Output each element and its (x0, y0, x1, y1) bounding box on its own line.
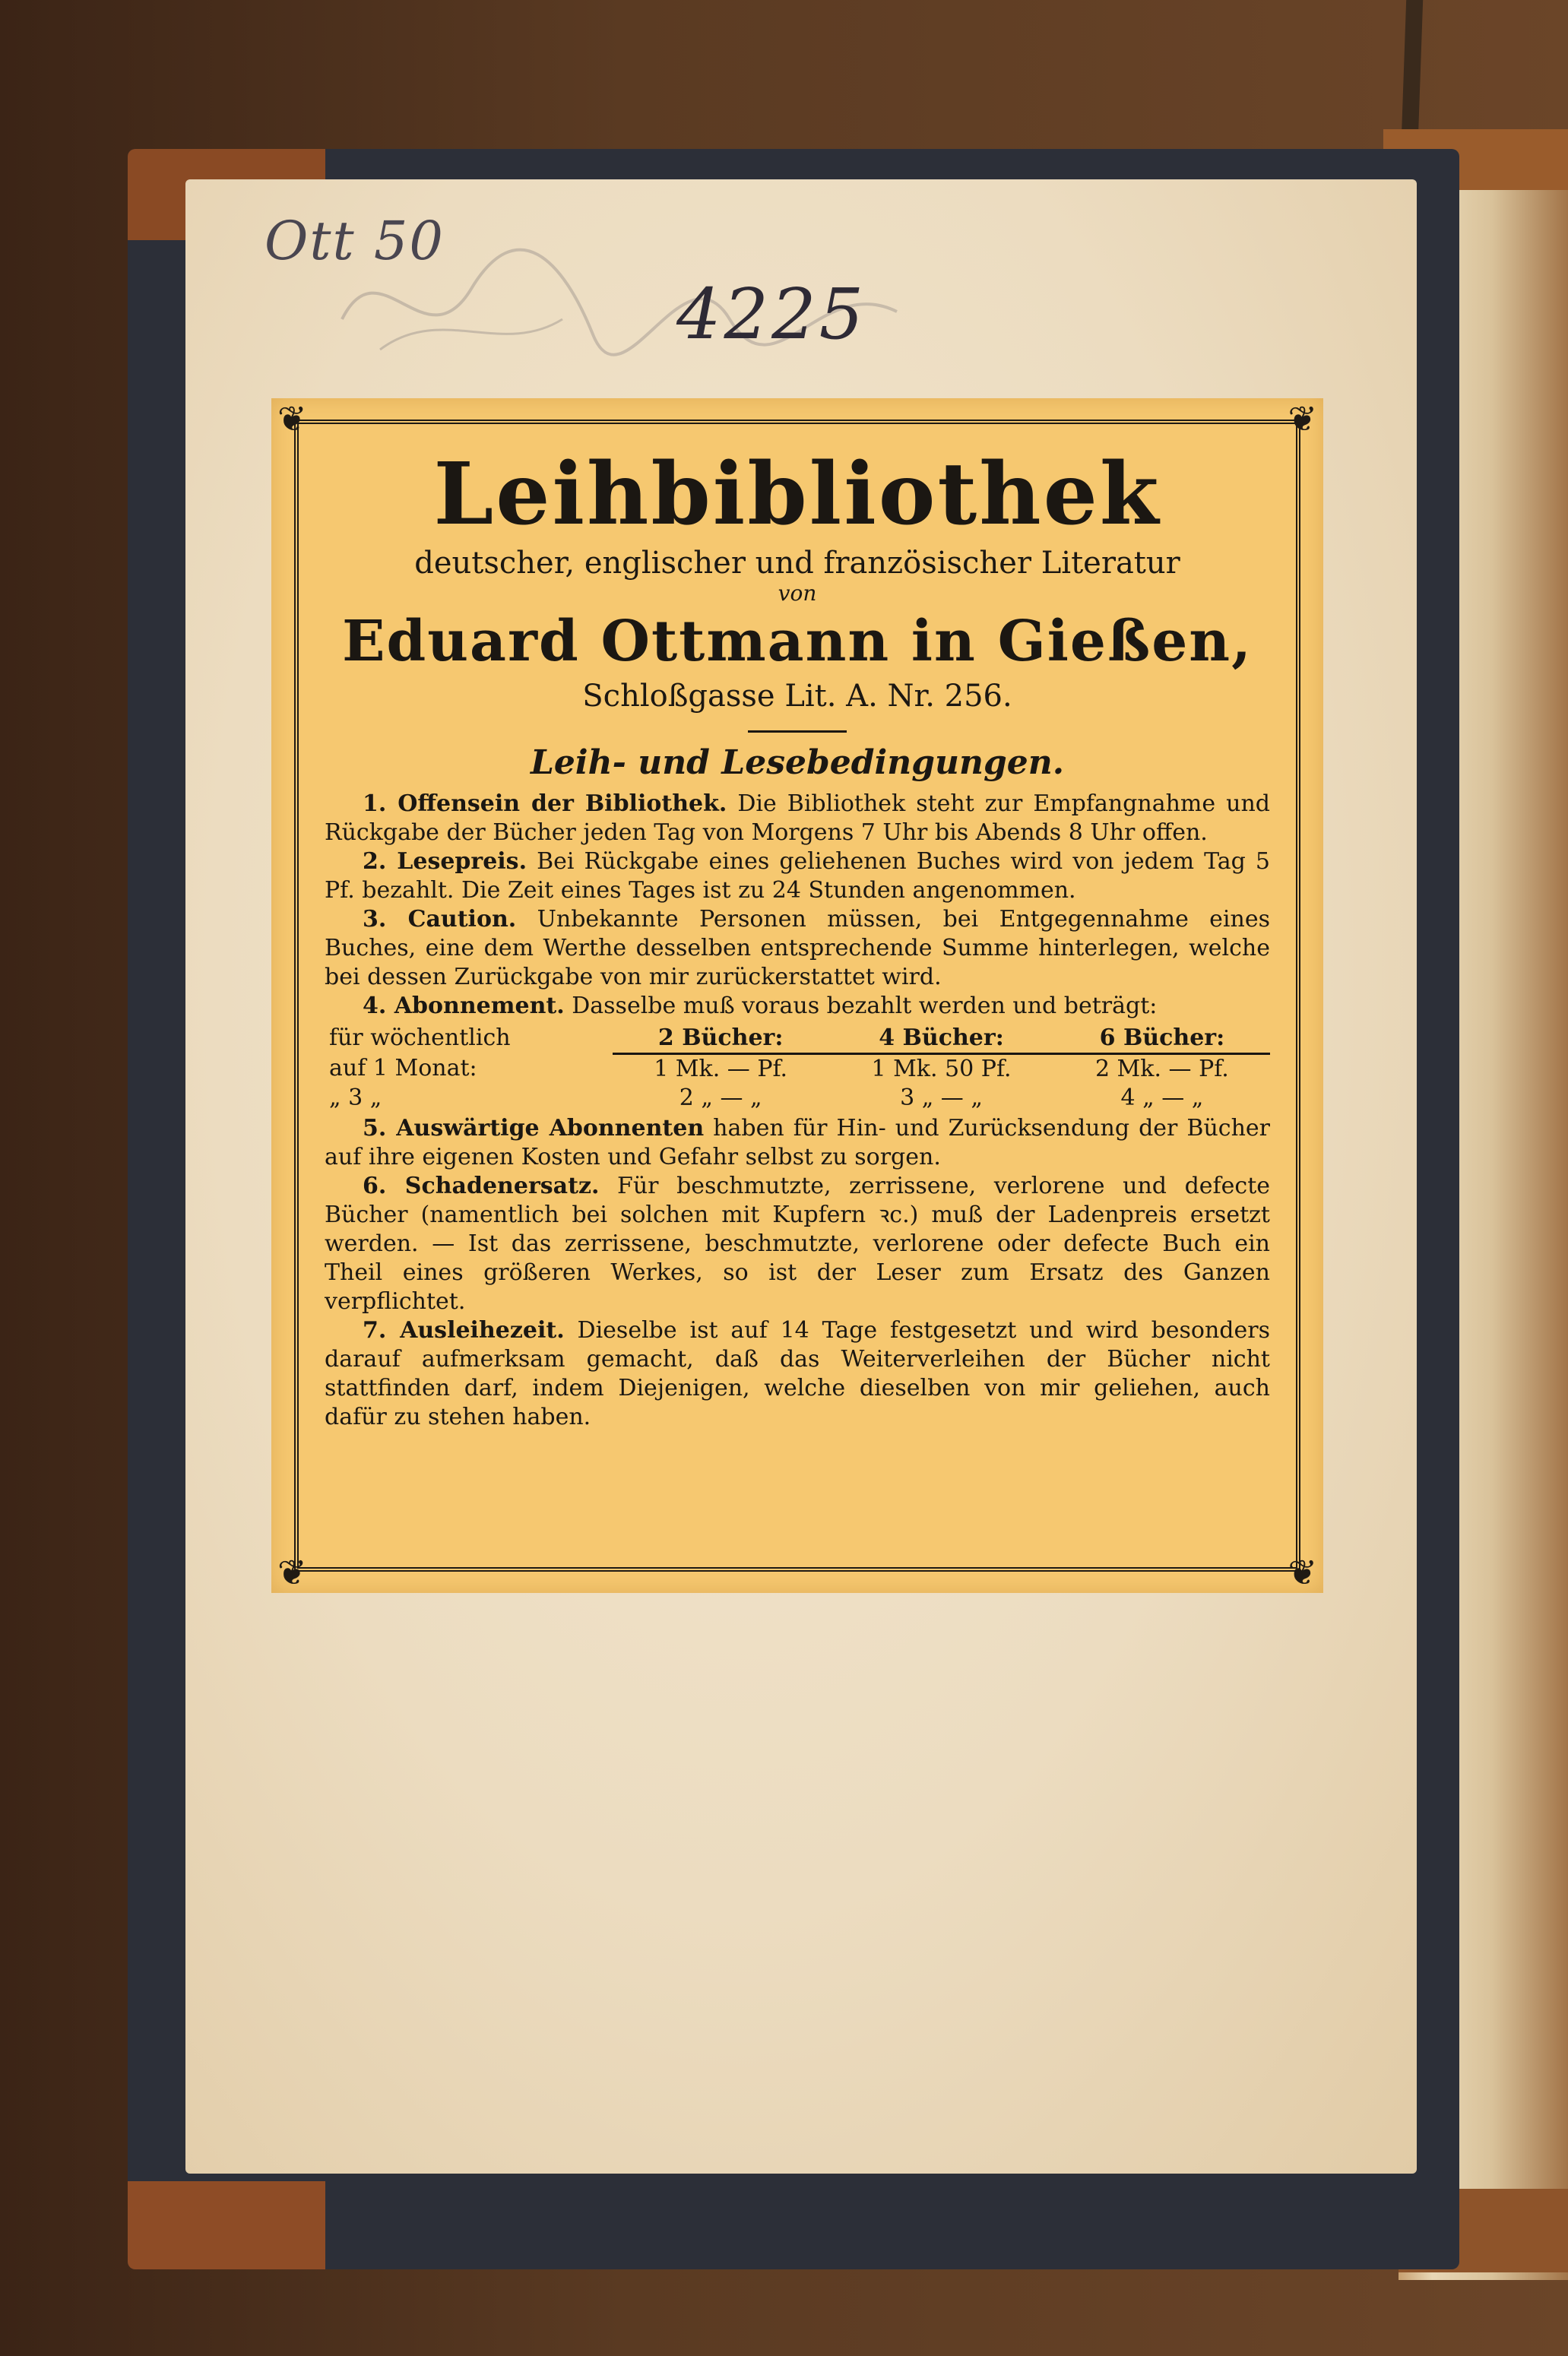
label-owner: Eduard Ottmann in Gießen, (342, 608, 1253, 674)
condition-4 (325, 992, 1270, 1021)
condition-5 (325, 1114, 1270, 1172)
table-header: 6 Bücher: (1054, 1024, 1270, 1054)
table-cell: 2 „ — „ (679, 1084, 762, 1111)
table-row (325, 1024, 1270, 1054)
divider (748, 730, 847, 733)
condition-heading: 2. Lesepreis. (363, 847, 527, 875)
table-row (325, 1053, 1270, 1084)
table-cell: 1 Mk. 50 Pf. (871, 1055, 1012, 1082)
handwritten-number: 4225 (676, 274, 867, 355)
condition-7 (325, 1316, 1270, 1432)
table-row (325, 1084, 1270, 1113)
ornament-corner-icon: ❦ (277, 398, 307, 439)
table-cell: 4 „ — „ (1120, 1084, 1204, 1111)
condition-text: Für beschmutzte, zerrissene, verlorene und defecte Bücher (namentlich bei solchen mit Kupfern ꝛc.) muß der Ladenpreis ersetzt werden. — Ist das zerrissene, beschmutzte, verlorene oder defecte Buch ein Theil eines größeren Werkes, so ist der Leser zum Ersatz des Ganzen verpflichtet. (325, 1172, 1270, 1315)
condition-text: Bei Rückgabe eines geliehenen Buches wird von jedem Tag 5 Pf. bezahlt. Die Zeit eines Tages ist zu 24 Stunden angenommen. (325, 847, 1270, 904)
ornament-corner-icon: ❦ (1288, 398, 1317, 439)
label-title: Leihbibliothek (433, 445, 1161, 544)
table-cell: 3 „ — „ (900, 1084, 983, 1111)
ornament-corner-icon: ❦ (277, 1552, 307, 1593)
condition-3 (325, 905, 1270, 992)
condition-heading: 6. Schadenersatz. (363, 1172, 600, 1199)
label-content (325, 444, 1270, 1432)
table-row-label: auf 1 Monat: (329, 1054, 477, 1081)
handwritten-shelfmark: Ott 50 (265, 210, 445, 272)
condition-text: Dieselbe ist auf 14 Tage festgesetzt und wird besonders darauf aufmerksam gemacht, daß das Weiterverleihen der Bücher nicht stattfinden darf, indem Diejenigen, welche dieselben von mir geliehen, auch dafür zu stehen haben. (325, 1316, 1270, 1430)
label-address: Schloßgasse Lit. A. Nr. 256. (582, 678, 1012, 714)
table-row-label: „ 3 „ (329, 1084, 382, 1111)
library-label (271, 398, 1323, 1593)
condition-6 (325, 1172, 1270, 1316)
condition-text: Dasselbe muß voraus bezahlt werden und beträgt: (564, 992, 1158, 1019)
condition-heading: 1. Offensein der Bibliothek. (363, 790, 727, 817)
condition-2 (325, 847, 1270, 905)
condition-heading: 7. Ausleihezeit. (363, 1316, 565, 1344)
table-cell: 1 Mk. — Pf. (654, 1055, 788, 1082)
condition-text: Unbekannte Personen müssen, bei Entgegennahme eines Buches, eine dem Werthe desselben entsprechende Summe hinterlegen, welche bei dessen Zurückgabe von mir zurückerstattet wird. (325, 905, 1270, 990)
label-von: von (778, 580, 817, 606)
condition-1 (325, 790, 1270, 847)
table-cell: 2 Mk. — Pf. (1094, 1055, 1229, 1082)
condition-heading: 3. Caution. (363, 905, 517, 933)
table-header: 2 Bücher: (613, 1024, 828, 1054)
condition-text: Die Bibliothek steht zur Empfangnahme und Rückgabe der Bücher jeden Tag von Morgens 7 Uhr bis Abends 8 Uhr offen. (325, 790, 1270, 846)
condition-text: haben für Hin- und Zurücksendung der Bücher auf ihre eigenen Kosten und Gefahr selbst zu sorgen. (325, 1114, 1270, 1170)
ornament-corner-icon: ❦ (1288, 1552, 1317, 1593)
conditions-title: Leih- und Lesebedingungen. (530, 743, 1065, 782)
table-row-label: für wöchentlich (329, 1024, 511, 1052)
condition-heading: 5. Auswärtige Abonnenten (363, 1114, 705, 1142)
label-subtitle: deutscher, englischer und französischer Literatur (414, 545, 1180, 581)
table-header: 4 Bücher: (828, 1024, 1054, 1054)
corner-leather-bottom (128, 2181, 325, 2269)
condition-heading: 4. Abonnement. (363, 992, 565, 1019)
subscription-table (325, 1024, 1270, 1113)
